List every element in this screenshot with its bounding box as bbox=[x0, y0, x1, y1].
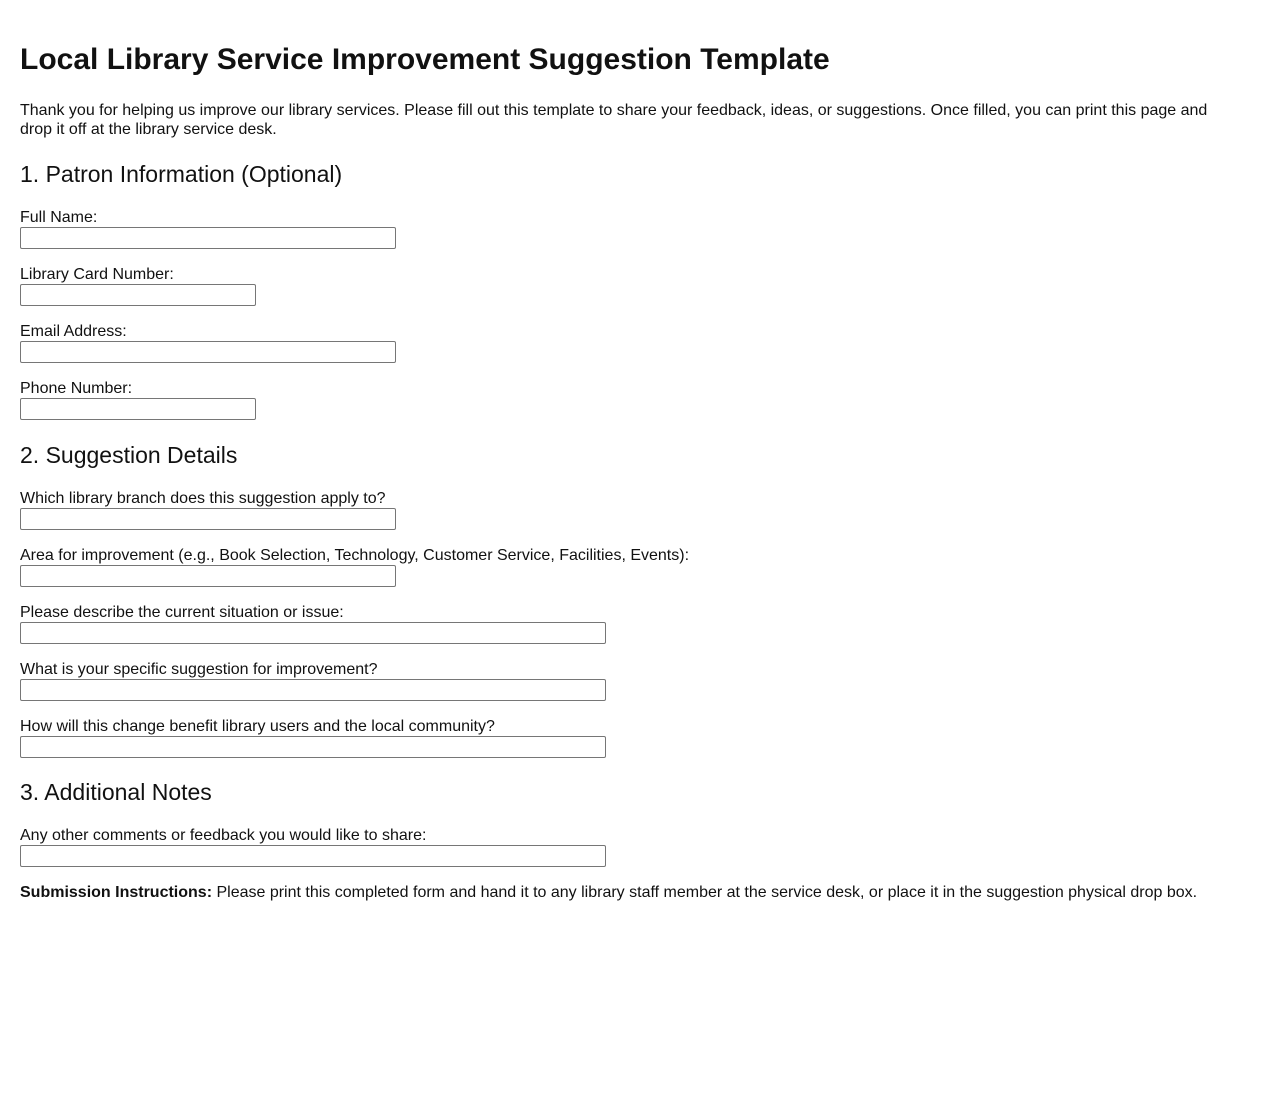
community-benefit-label: How will this change benefit library users and the local community? bbox=[20, 718, 495, 735]
full-name-input[interactable] bbox=[20, 227, 396, 249]
full-name-label: Full Name: bbox=[20, 209, 98, 226]
library-branch-label: Which library branch does this suggestion apply to? bbox=[20, 490, 386, 507]
other-comments-input[interactable] bbox=[20, 845, 606, 867]
field-other-comments bbox=[20, 826, 606, 867]
phone-number-input[interactable] bbox=[20, 398, 256, 420]
field-community-benefit bbox=[20, 717, 606, 758]
community-benefit-input[interactable] bbox=[20, 736, 606, 758]
field-library-branch bbox=[20, 489, 396, 530]
section-heading-suggestion-details: 2. Suggestion Details bbox=[20, 442, 238, 468]
other-comments-label: Any other comments or feedback you would like to share: bbox=[20, 827, 427, 844]
library-card-number-input[interactable] bbox=[20, 284, 256, 306]
field-phone-number bbox=[20, 379, 256, 420]
section-heading-additional-notes: 3. Additional Notes bbox=[20, 779, 212, 805]
page-title: Local Library Service Improvement Suggestion Template bbox=[20, 43, 830, 76]
library-branch-input[interactable] bbox=[20, 508, 396, 530]
specific-suggestion-input[interactable] bbox=[20, 679, 606, 701]
field-library-card-number bbox=[20, 265, 256, 306]
submission-instructions bbox=[20, 883, 1197, 902]
email-address-input[interactable] bbox=[20, 341, 396, 363]
phone-number-label: Phone Number: bbox=[20, 380, 133, 397]
library-card-number-label: Library Card Number: bbox=[20, 266, 174, 283]
field-email-address bbox=[20, 322, 396, 363]
field-full-name bbox=[20, 208, 396, 249]
area-for-improvement-label: Area for improvement (e.g., Book Selection, Technology, Customer Service, Facilities, Events): bbox=[20, 547, 690, 564]
current-situation-label: Please describe the current situation or issue: bbox=[20, 604, 344, 621]
area-for-improvement-input[interactable] bbox=[20, 565, 396, 587]
field-specific-suggestion bbox=[20, 660, 606, 701]
email-address-label: Email Address: bbox=[20, 323, 127, 340]
submission-instructions-text: Please print this completed form and hand it to any library staff member at the service desk, or place it in the suggestion physical drop box. bbox=[212, 884, 1198, 901]
current-situation-input[interactable] bbox=[20, 622, 606, 644]
field-area-for-improvement bbox=[20, 546, 689, 587]
submission-instructions-label: Submission Instructions: bbox=[20, 884, 213, 901]
field-current-situation bbox=[20, 603, 606, 644]
section-heading-patron-information: 1. Patron Information (Optional) bbox=[20, 161, 343, 187]
specific-suggestion-label: What is your specific suggestion for improvement? bbox=[20, 661, 378, 678]
intro-text: Thank you for helping us improve our library services. Please fill out this template to share your feedback, ideas, or suggestions. Once filled, you can print this page and drop it off at the library service desk. bbox=[20, 102, 1208, 138]
